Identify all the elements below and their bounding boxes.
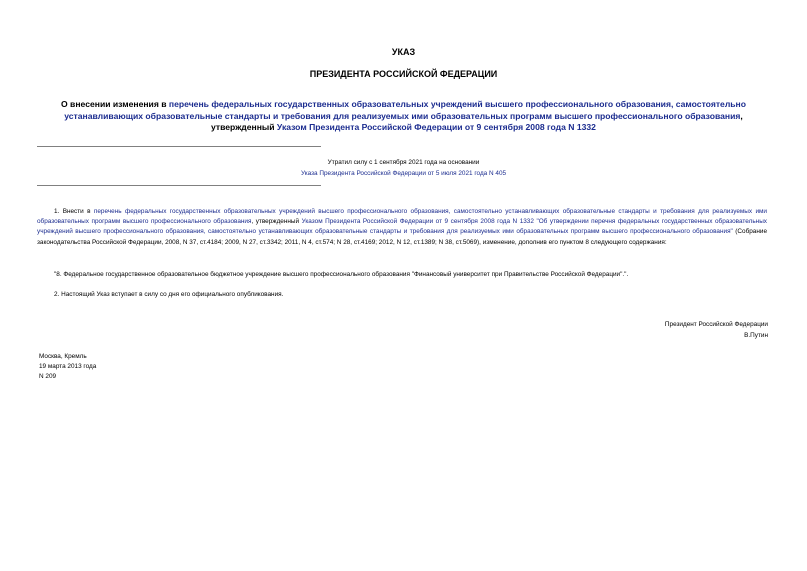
p1-prefix: 1. Внести в	[54, 208, 94, 215]
lost-force-note: Утратил силу с 1 сентября 2021 года на основании	[327, 159, 480, 166]
paragraph-3: 2. Настоящий Указ вступает в силу со дня его официального опубликования.	[54, 291, 284, 298]
lost-force-decree-link[interactable]: Указа Президента Российской Федерации от 5 июля 2021 года N 405	[300, 170, 507, 177]
signature-position: Президент Российской Федерации	[664, 321, 768, 328]
paragraph-1	[37, 207, 767, 248]
title-decree-link[interactable]: Указом Президента Российской Федерации от 9 сентября 2008 года N 1332	[276, 122, 596, 132]
p1-decree-link[interactable]: Указом Президента Российской Федерации от 9 сентября 2008 года N 1332 "Об утверждении перечня федеральных государственных образовательных учреждений высшего профессионального образования, самостоятельно устанавливающих образовательные стандарты и требования для реализуемых ими образовательных программ высшего профессионального образования"	[37, 218, 767, 236]
document-kind: УКАЗ	[391, 47, 416, 57]
lost-force-link-line	[0, 169, 807, 179]
place-number: N 209	[39, 373, 57, 380]
document-issuer: ПРЕЗИДЕНТА РОССИЙСКОЙ ФЕДЕРАЦИИ	[309, 69, 498, 79]
title-middle: , утвержденный	[211, 110, 743, 132]
paragraph-2: "8. Федеральное государственное образовательное бюджетное учреждение высшего профессионального образования "Финансовый университет при Правительстве Российской Федерации".".	[54, 271, 629, 278]
p1-middle: , утвержденный	[251, 218, 302, 226]
divider-top	[37, 146, 321, 147]
p1-list-link[interactable]: перечень федеральных государственных образовательных учреждений высшего профессионального образования, самостоятельно устанавливающих образовательные стандарты и требования для реализуемых ими образовательных программ высшего профессионального образования	[37, 208, 768, 226]
p1-suffix: (Собрание законодательства Российской Федерации, 2008, N 37, ст.4184; 2009, N 27, ст.3342; 2011, N 4, ст.574; N 28, ст.4169; 2012, N 12, ст.1389; N 38, ст.5069), изменение, дополнив его пунктом 8 следующего содержания:	[37, 228, 767, 246]
divider-bottom	[37, 185, 321, 186]
place-city: Москва, Кремль	[39, 353, 87, 360]
place-date: 19 марта 2013 года	[39, 363, 97, 370]
document-title	[40, 99, 767, 134]
title-prefix: О внесении изменения в	[60, 99, 169, 109]
title-list-link[interactable]: перечень федеральных государственных образовательных учреждений высшего профессионального образования, самостоятельно устанавливающих образовательные стандарты и требования для реализуемых ими образовательных программ высшего профессионального образования	[64, 99, 746, 121]
signature-name: В.Путин	[744, 332, 768, 339]
